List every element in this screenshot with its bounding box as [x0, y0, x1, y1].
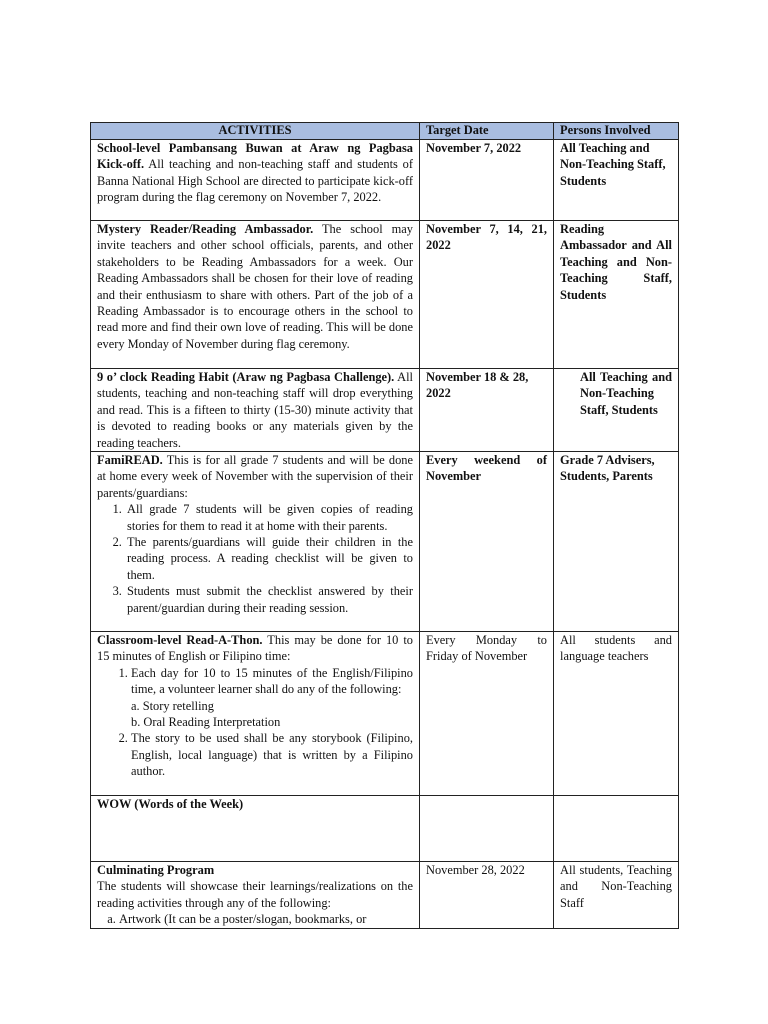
table-row [91, 140, 679, 221]
activity-title: School-level Pambansang Buwan at Araw ng Pagbasa Kick-off. [97, 141, 413, 172]
activity-cell [91, 862, 420, 929]
persons-cell: All Teaching and Non-Teaching Staff, Students [554, 369, 679, 452]
list-item [131, 665, 413, 731]
list-item: a. Artwork (It can be a poster/slogan, bookmarks, or [119, 911, 413, 927]
table-row [91, 452, 679, 632]
activity-description: All students, teaching and non-teaching staff will drop everything and read. This is a fifteen to thirty (15-30) minute activity that is devoted to reading books or any materials given by the reading teachers. [97, 370, 414, 450]
activity-title: WOW (Words of the Week) [97, 797, 244, 812]
table-row [91, 221, 679, 369]
famiread-steps-list [97, 501, 413, 616]
sub-item: a. Story retelling [131, 698, 214, 713]
activity-description: This is for all grade 7 students and will be done at home every week of November with the supervision of their parents/guardians: [97, 453, 413, 500]
activity-cell [91, 452, 420, 632]
persons-cell: All students, Teaching and Non-Teaching Staff [554, 862, 679, 929]
target-date-cell: Every Monday to Friday of November [420, 632, 554, 796]
target-date-cell [420, 796, 554, 862]
sub-item: b. Oral Reading Interpretation [131, 715, 281, 730]
activity-cell [91, 369, 420, 452]
list-item-text: Each day for 10 to 15 minutes of the English/Filipino time, a volunteer learner shall do any of the following: [131, 665, 413, 697]
target-date-cell: November 18 & 28, 2022 [420, 369, 554, 452]
activity-title: FamiREAD. [97, 453, 163, 468]
list-item: 2. The story to be used shall be any storybook (Filipino, English, local language) that is written by a Filipino author. [131, 730, 413, 779]
target-date-cell: November 7, 14, 21, 2022 [420, 221, 554, 369]
document-page [90, 122, 678, 929]
activities-table [90, 122, 679, 929]
target-date-cell: November 28, 2022 [420, 862, 554, 929]
activity-title: Mystery Reader/Reading Ambassador. [97, 222, 314, 236]
activity-title: 9 o’ clock Reading Habit (Araw ng Pagbasa Challenge). [97, 370, 395, 384]
target-date-cell: Every weekend of November [420, 452, 554, 632]
persons-cell: Reading Ambassador and All Teaching and Non-Teaching Staff, Students [554, 221, 679, 369]
table-row [91, 369, 679, 452]
activity-title: Culminating Program [97, 863, 215, 878]
read-a-thon-steps-list [97, 665, 413, 780]
persons-cell [554, 796, 679, 862]
activity-cell [91, 796, 420, 862]
table-row [91, 632, 679, 796]
list-item: 1. All grade 7 students will be given copies of reading stories for them to read it at home with their parents. [125, 501, 413, 534]
activity-cell [91, 221, 420, 369]
activity-description: The students will showcase their learnings/realizations on the reading activities through any of the following: [97, 879, 413, 910]
table-row [91, 796, 679, 862]
header-activities: ACTIVITIES [91, 123, 420, 140]
table-row [91, 862, 679, 929]
activity-description: This may be done for 10 to 15 minutes of English or Filipino time: [97, 633, 413, 664]
header-persons-involved: Persons Involved [554, 123, 679, 140]
persons-cell: Grade 7 Advisers, Students, Parents [554, 452, 679, 632]
culminating-options-list [97, 911, 413, 927]
activity-description: The school may invite teachers and other school officials, parents, and other stakeholders to be Reading Ambassadors for a week. Our Reading Ambassadors shall be chosen for their love of reading and their enthusiasm to share with others. Part of the job of a Reading Ambassador is to encourage others in the school to read more and find their own love of reading. This will be done every Monday of November during flag ceremony. [97, 222, 413, 351]
header-target-date: Target Date [420, 123, 554, 140]
activity-cell [91, 632, 420, 796]
activity-description: All teaching and non-teaching staff and students of Banna National High School are directed to participate kick-off program during the flag ceremony on November 7, 2022. [97, 157, 413, 205]
activity-title: Classroom-level Read-A-Thon. [97, 633, 263, 648]
table-header-row [91, 123, 679, 140]
persons-cell: All Teaching and Non-Teaching Staff, Students [554, 140, 679, 221]
target-date-cell: November 7, 2022 [420, 140, 554, 221]
list-item: 3. Students must submit the checklist answered by their parent/guardian during their reading session. [125, 583, 413, 616]
list-item: 2. The parents/guardians will guide their children in the reading process. A reading checklist will be given to them. [125, 534, 413, 583]
persons-cell: All students and language teachers [554, 632, 679, 796]
activity-cell [91, 140, 420, 221]
